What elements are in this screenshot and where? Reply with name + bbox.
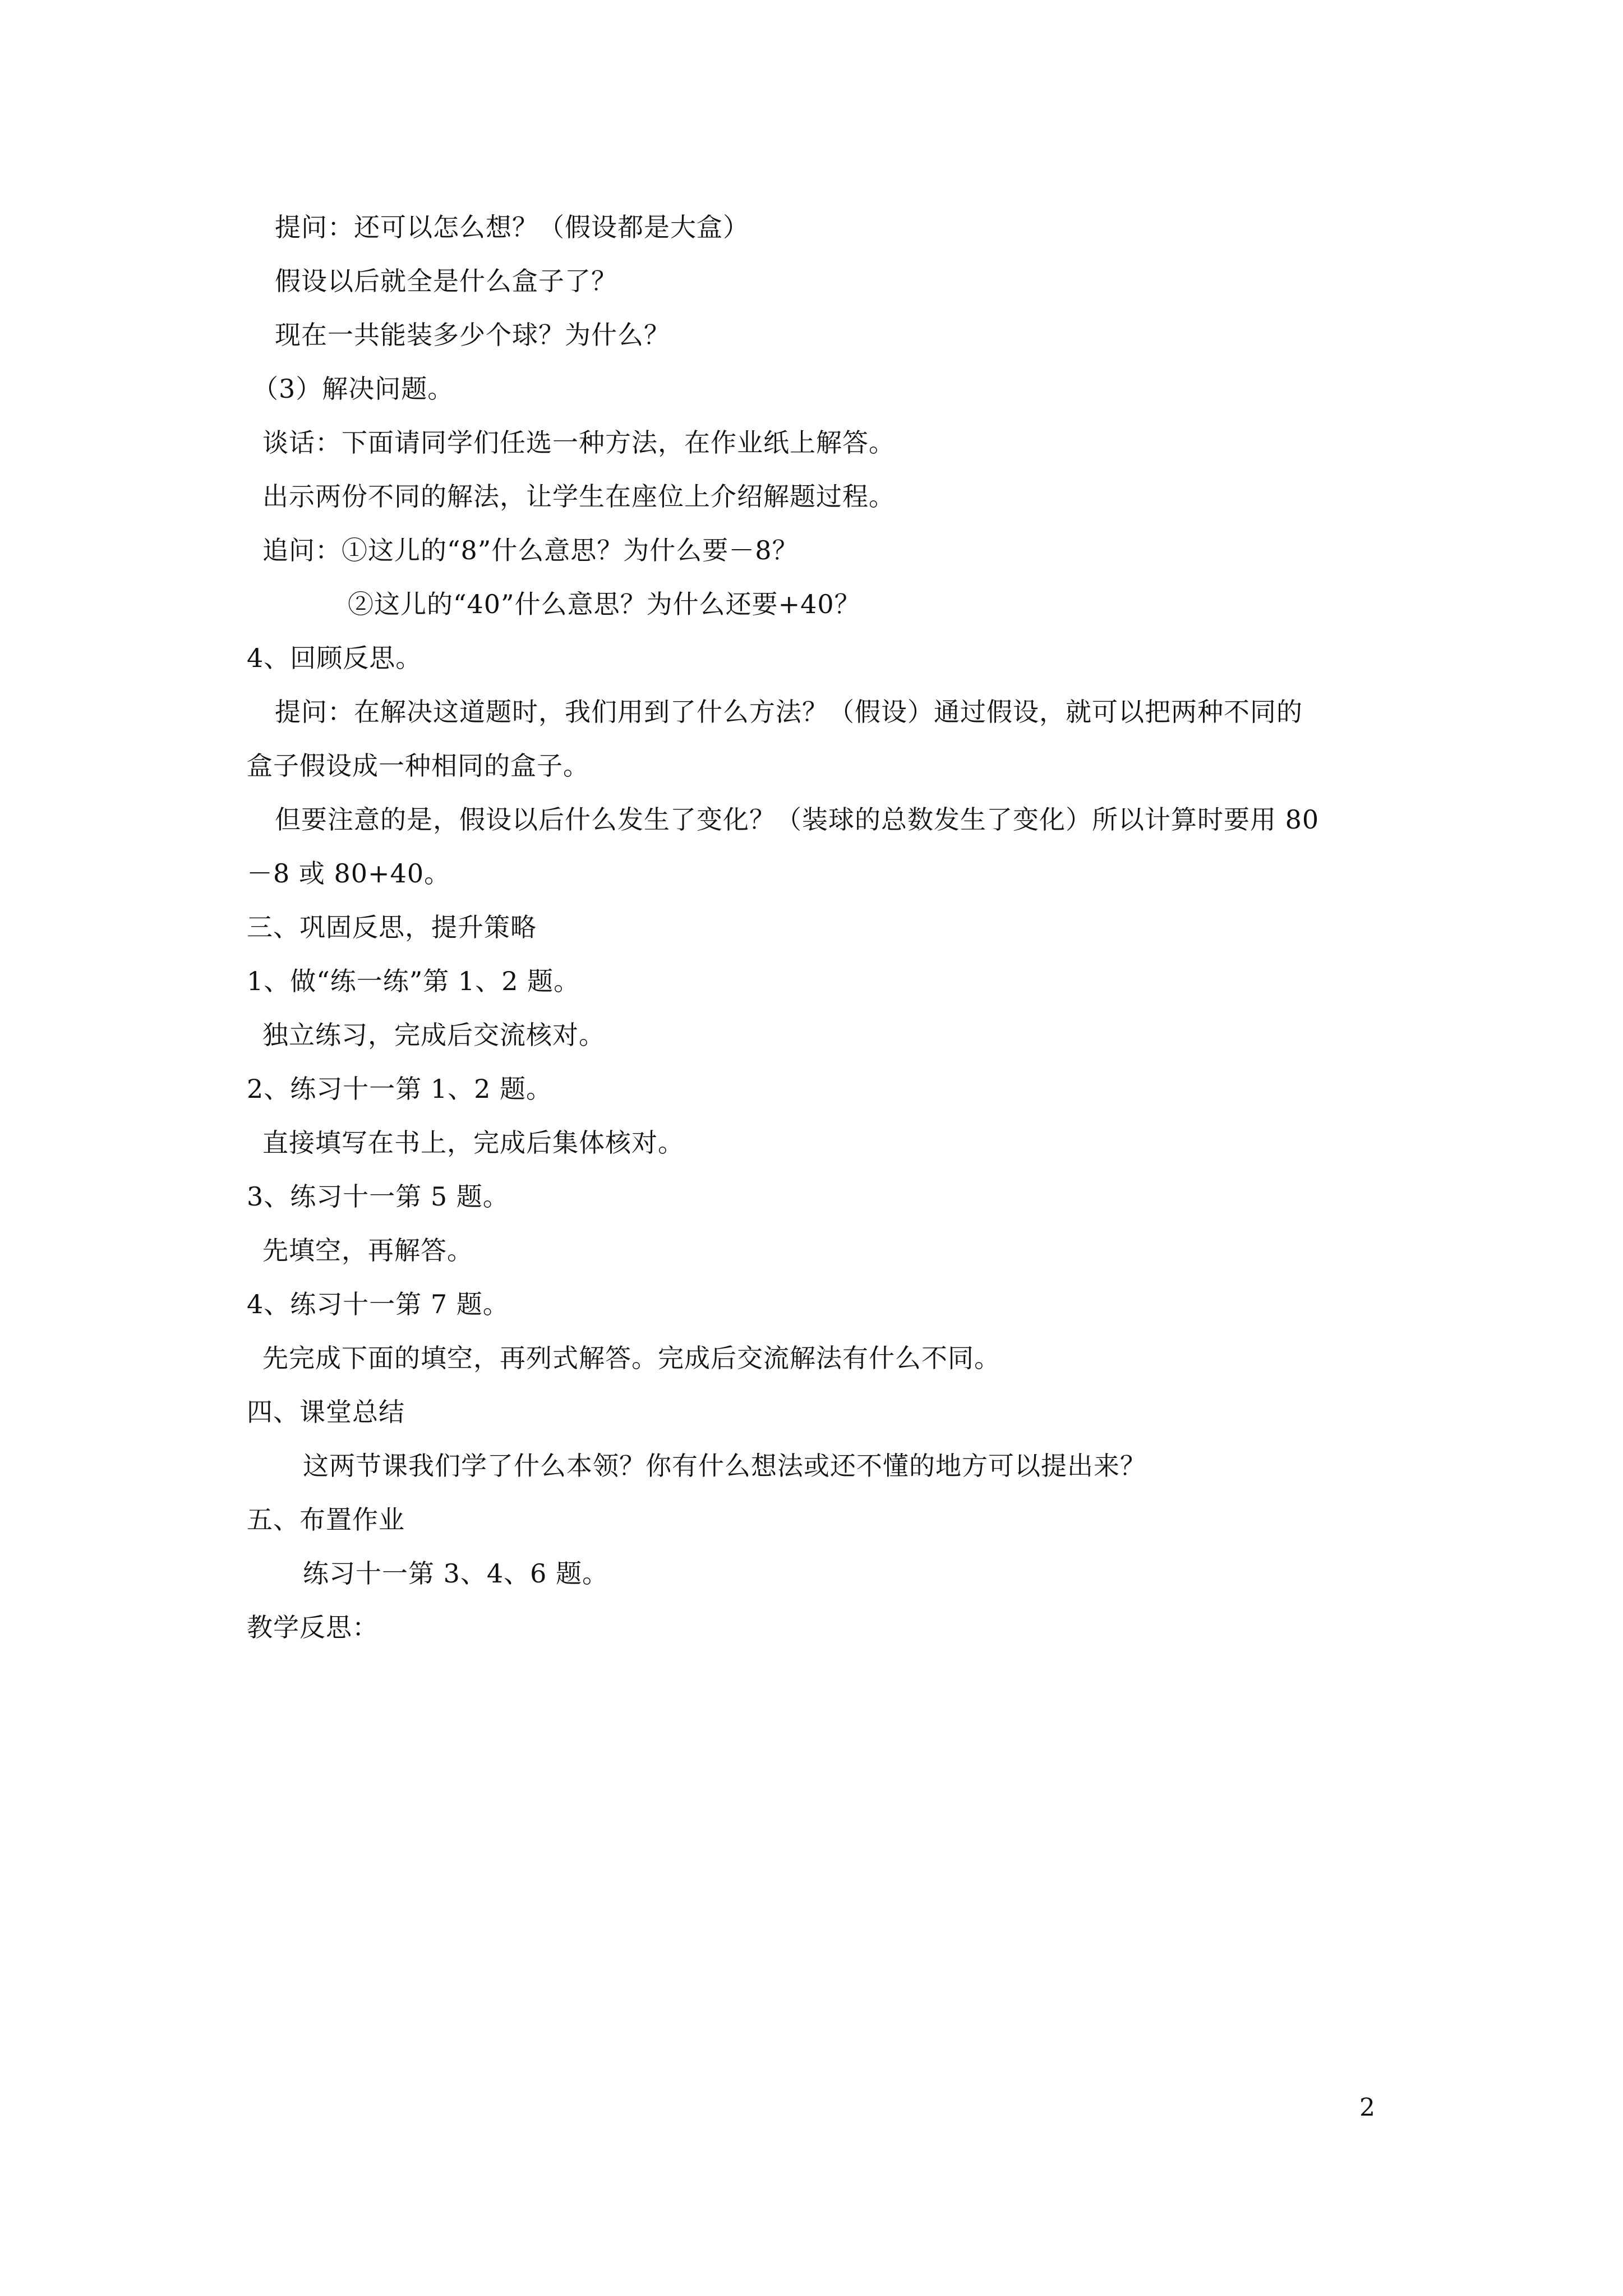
text-line-15: 1、做“练一练”第 1、2 题。 (247, 966, 580, 996)
text-line-19: 3、练习十一第 5 题。 (247, 1181, 509, 1212)
text-line-4: （3）解决问题。 (252, 374, 454, 404)
text-line-8: ②这儿的“40”什么意思？为什么还要+40？ (348, 589, 861, 619)
text-line-12: 但要注意的是，假设以后什么发生了变化？（装球的总数发生了变化）所以计算时要用 80 (275, 804, 1320, 835)
text-line-6: 出示两份不同的解法，让学生在座位上介绍解题过程。 (262, 481, 895, 512)
text-line-11: 盒子假设成一种相同的盒子。 (247, 751, 589, 781)
text-line-17: 2、练习十一第 1、2 题。 (247, 1074, 553, 1104)
text-line-27: 教学反思： (247, 1612, 379, 1642)
text-line-26: 练习十一第 3、4、6 题。 (303, 1558, 609, 1589)
text-line-20: 先填空，再解答。 (262, 1235, 473, 1266)
text-line-24: 这两节课我们学了什么本领？你有什么想法或还不懂的地方可以提出来？ (303, 1451, 1146, 1481)
text-line-18: 直接填写在书上，完成后集体核对。 (262, 1128, 684, 1158)
text-line-13: －8 或 80+40。 (247, 858, 451, 889)
page-number: 2 (1359, 2093, 1375, 2122)
text-line-2: 假设以后就全是什么盒子了？ (275, 266, 617, 296)
section-heading-3: 三、巩固反思，提升策略 (247, 912, 537, 942)
section-heading-5: 五、布置作业 (247, 1504, 405, 1535)
text-line-1: 提问：还可以怎么想？（假设都是大盒） (275, 212, 749, 242)
text-line-16: 独立练习，完成后交流核对。 (262, 1020, 605, 1050)
text-line-22: 先完成下面的填空，再列式解答。完成后交流解法有什么不同。 (262, 1343, 1000, 1373)
text-line-21: 4、练习十一第 7 题。 (247, 1289, 509, 1319)
text-line-9: 4、回顾反思。 (247, 643, 422, 673)
text-line-3: 现在一共能装多少个球？为什么？ (275, 320, 670, 350)
text-line-7: 追问：①这儿的“8”什么意思？为什么要－8？ (262, 535, 799, 565)
section-heading-4: 四、课堂总结 (247, 1397, 405, 1427)
text-line-10: 提问：在解决这道题时，我们用到了什么方法？（假设）通过假设，就可以把两种不同的 (275, 697, 1303, 727)
text-line-5: 谈话：下面请同学们任选一种方法，在作业纸上解答。 (262, 427, 895, 458)
